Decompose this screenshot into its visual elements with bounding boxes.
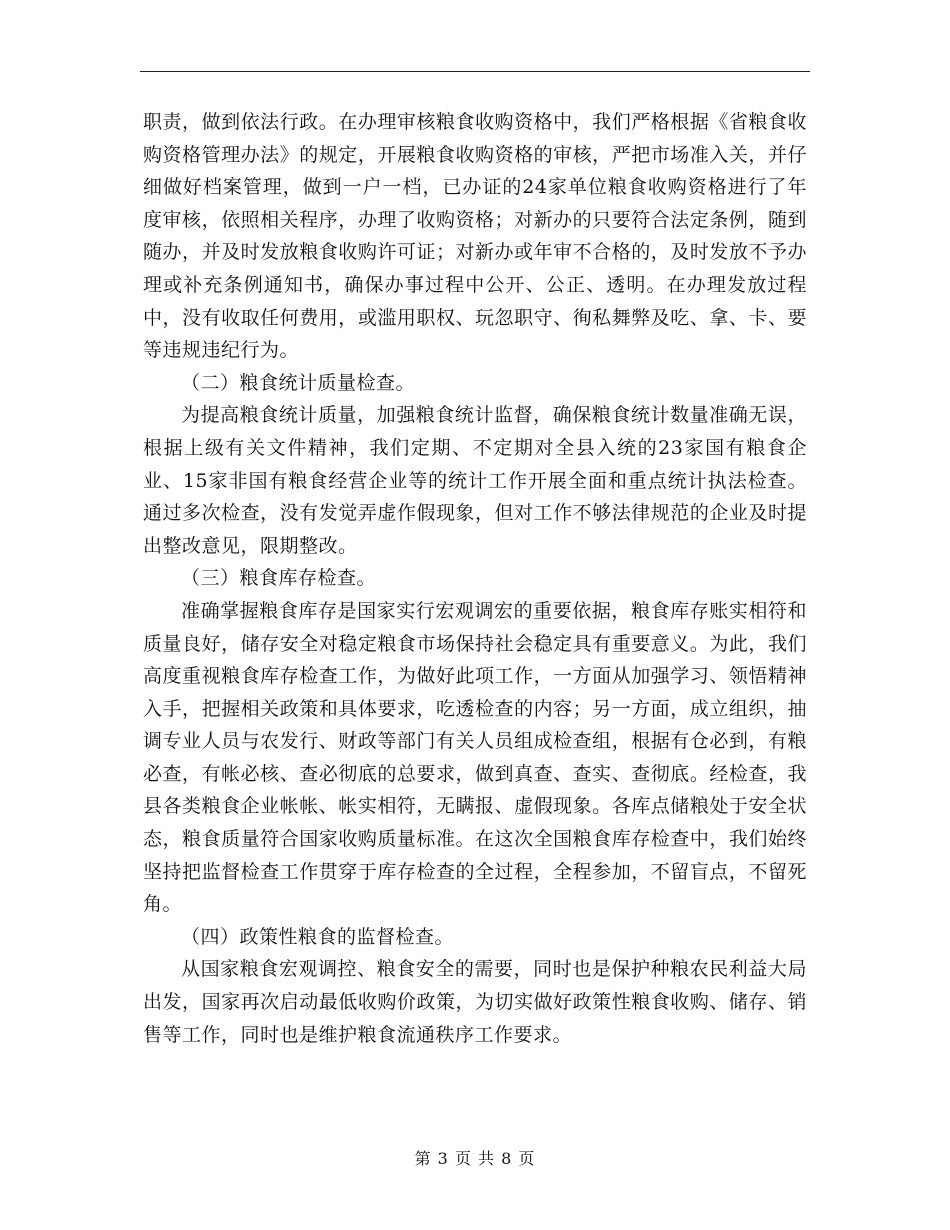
- section-heading-2: （二）粮食统计质量检查。: [181, 371, 416, 394]
- section-heading-3: （三）粮食库存检查。: [181, 567, 377, 590]
- paragraph-1: 职责，做到依法行政。在办理审核粮食收购资格中，我们严格根据《省粮食收购资格管理办法》的规定，开展粮食收购资格的审核，严把市场准入关，并仔细做好档案管理，做到一户一档，已办证的24家单位粮食收购资格进行了年度审核，依照相关程序，办理了收购资格；对新办的只要符合法定条例，随到随办，并及时发放粮食收购许可证；对新办或年审不合格的，及时发放不予办理或补充条例通知书，确保办事过程中公开、公正、透明。在办理发放过程中，没有收取任何费用，或滥用职权、玩忽职守、徇私舞弊及吃、拿、卡、要等违规违纪行为。: [143, 111, 807, 362]
- section-heading-4: （四）政策性粮食的监督检查。: [181, 925, 455, 948]
- paragraph-4: 从国家粮食宏观调控、粮食安全的需要，同时也是保护种粮农民利益大局出发，国家再次启动最低收购价政策，为切实做好政策性粮食收购、储存、销售等工作，同时也是维护粮食流通秩序工作要求。: [143, 958, 807, 1046]
- document-body: [143, 106, 807, 1051]
- page-number: 第 3 页 共 8 页: [414, 1149, 536, 1168]
- paragraph-2: 为提高粮食统计质量，加强粮食统计监督，确保粮食统计数量准确无误，根据上级有关文件精神，我们定期、不定期对全县入统的23家国有粮食企业、15家非国有粮食经营企业等的统计工作开展全面和重点统计执法检查。通过多次检查，没有发觉弄虚作假现象，但对工作不够法律规范的企业及时提出整改意见，限期整改。: [143, 404, 807, 557]
- page-footer: [0, 1146, 950, 1169]
- paragraph-3: 准确掌握粮食库存是国家实行宏观调宏的重要依据，粮食库存账实相符和质量良好，储存安全对稳定粮食市场保持社会稳定具有重要意义。为此，我们高度重视粮食库存检查工作，为做好此项工作，一方面从加强学习、领悟精神入手，把握相关政策和具体要求，吃透检查的内容；另一方面，成立组织，抽调专业人员与农发行、财政等部门有关人员组成检查组，根据有仓必到，有粮必查，有帐必核、查必彻底的总要求，做到真查、查实、查彻底。经检查，我县各类粮食企业帐帐、帐实相符，无瞒报、虚假现象。各库点储粮处于安全状态，粮食质量符合国家收购质量标准。在这次全国粮食库存检查中，我们始终坚持把监督检查工作贯穿于库存检查的全过程，全程参加，不留盲点，不留死角。: [143, 599, 807, 916]
- header-rule: [140, 71, 810, 72]
